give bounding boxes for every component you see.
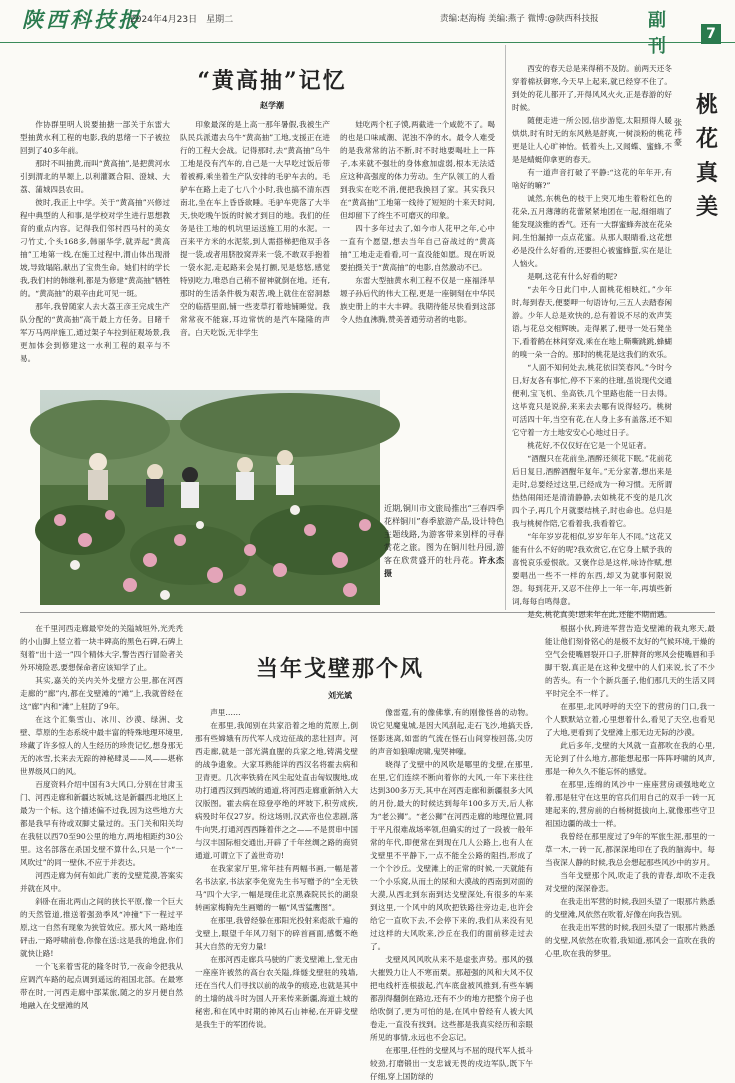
article-body	[195, 706, 358, 1031]
paragraph: 在我走出军营的时候,我回头望了一眼那片熟悉的戈壁滩,风依然在吹着,好像在向我告别。	[545, 897, 715, 919]
paragraph: 百度资料介绍中国有3大风口,分别在甘肃玉门、河西走廊和新疆达坂城,这是新疆西北地区上最为一个标。这个描述偏不过我,因为这些地方大都是我早有待或双脚丈量过的。玉门关和阳关均在我驻以西70至90公里的地方,两地相距约30公里。这名部落在杀国戈壁不算什么,只是一个“一风吹过”的同一壁休,不应于并表达。	[20, 780, 183, 867]
paragraph: 在那河西走廊兵马驶的广袤戈壁滩上,堂无由一座座许被然的高台农关隘,烽燧戈壁驻的残墙,还在当代人们寻找以前的战争的痕迹,也就是其中的土墙的战斗时为国人开来传来新疆,海道土城的秘密,和在风中时期的神风石山神秘,在开辟戈壁是我生于的军团传说。	[195, 955, 358, 1029]
paragraph: 在那里,我闻别在共家沿着之地的荒原上,倒那有些嫦娥有历代军人戍边征战的悲壮回声。河西走廊,就是一部光满血腥的兵家之地,铸满戈壁的战争遗象。大家耳熟能详的西汉名将霍去病和卫青更。几次率铁骑在风尘起处直击匈奴腹地,成功打通西汉到西域的通道,将河西走廊重新纳入大汉版图。霍去病在琼登亭绝的坪坡下,积劳成疾,病殁时年仅27岁。纷这场则,汉武帝也位悲剧,落牛向哭,打通河西西陲着伴之之——不是贯串中国与汉丰国际相交通出,开辟了千年丝绸之路的商贸通道,可谓立下了盖世奇功!	[195, 721, 358, 860]
paragraph: 在那里,连绵的风沙中一座座营房顽强地屹立着,那是驻守在这里的官兵们用自己的双手一砖一瓦建起来的,营房前的白杨树挺拔向上,就像那些守卫祖国边疆的战士一样。	[545, 780, 715, 828]
vertical-char: 美	[695, 194, 718, 220]
article-body	[370, 706, 533, 1083]
vertical-char: 真	[695, 160, 718, 186]
paragraph: “人面不知何处去,桃花依旧笑春风。”今时今日,好友各有事忙,停不下来的往璀,虽说现代交通便利,宝飞机、坐高铁,几个里路也能一日去得。这毕竟只是说辞,来来去去哪有说得轻巧。桃树可活四十年,当空有花,在人身上多有盖落,还不知它守着一方土地安安心心地过日子。	[512, 363, 672, 437]
vertical-article-author	[673, 118, 683, 148]
paragraph: “去年今日此门中,人面桃花相映红。”少年时,每到春天,便要呷一句语诗句,三五人去踏春闲游。少年人总是欢快的,总有着说不尽的欢声笑语,与花总交相辉映。走得累了,便寻一处石凳坐下,看着鹤在林间穿戏,乘在在地上嘶嘶跳跳,蜂蝴的嗅一朵一合的。那时的桃花是这我们的欢乐。	[512, 285, 672, 359]
masthead	[0, 0, 735, 57]
paragraph: 桃花好,不仅仅好在它是一个见证者。	[527, 441, 652, 450]
article-column	[20, 118, 170, 388]
paragraph: 根据小伙,跨进军营告造戈壁滩的栽丸寒天,最能让他们刻骨铭心的是极不友好的气候环境,干燥的空气会使嘴唇裂开口子,肝脾肾的寒风会使嘴唇和手脚干裂,真正是在这种戈壁中的人们来说,长了不少的苦头。有一个个新兵蛋子,他们那几天的生活又同平时完全不一样了。	[545, 624, 715, 698]
newspaper-logo: 陕西科技报	[22, 7, 142, 32]
paragraph: 诚然,东桃色的枝干上突兀地生着粉红色的花朵,五月薄薄的花蕾紧紧地团在一起,细细端了能发现淡雅的香气。还有一大群蜜蜂奔波在花朵间,生怕漏掉一点点花蜜。从那人眼睛看,这花想必是没什么好看的,还要担心被蜜蜂蜇,实在是让人恼火。	[512, 194, 672, 268]
article-body	[340, 118, 495, 326]
paragraph: “年年岁岁花相似,岁岁年年人不同。”这花又能有什么不好的呢?我欢赏它,在它身上赋予我的喜悦哀乐爱恨欲。又褒作总是这样,咏诗作赋,想要唱出一些不一样的东西,却又为就事何限说怨。每到花开,又忍不住停上一年一年,再填些新词,每每自鸣得意。	[512, 532, 672, 606]
paragraph: 在那里,我曾经躲在那阳光投射来彪欲千遍的戈壁上,眼望千年风刀刻下的碎首画面,感慨不绝其大自然的无穷力量!	[195, 916, 358, 951]
vertical-title-text	[692, 88, 722, 224]
paragraph: 东雷大型抽黄水利工程不仅是一座福泽旱塬子孙后代的伟大工程,更是一座铜刻在中华民族史册上的丰大丰碑。我期待能尽快看到这部令人热血沸腾,赞美普通劳动者的电影。	[340, 276, 495, 324]
article-body	[512, 62, 672, 621]
article-body	[180, 118, 330, 339]
paragraph: 我曾经在那里度过了9年的军旅生涯,那里的一草一木,一砖一瓦,都深深地印在了我的脑海中。每当夜深人静的时候,我总会想起那些风沙中的岁月。	[545, 832, 715, 867]
editor-credits: 责编:赵海梅 美编:燕子 微博:@陕西科技报	[440, 14, 599, 24]
paragraph: 河西走廊为何有如此广袤的戈壁荒漠,答案实并就在风中。	[20, 871, 183, 893]
section-name: 副刊	[648, 10, 692, 57]
paragraph: 有一道声音打破了平静:“这花的年年开,有啥好的嘛?”	[512, 168, 672, 190]
vertical-char: 张	[674, 118, 682, 127]
article-title: “黄高抽”记忆	[197, 68, 347, 94]
article-column	[512, 62, 672, 619]
article-author: 赵学潮	[260, 100, 284, 110]
paragraph: 在那里,任性的戈壁风与不屈的现代军人抵斗较劲,打磨锻出一支忠诚无畏的戍边军队,既下午仔细,穿上国防绿的	[370, 1046, 533, 1081]
article-column	[180, 118, 330, 388]
vertical-char: 祎	[674, 128, 682, 137]
news-photo	[40, 390, 380, 605]
paragraph: 当年戈壁那个风,吹走了我的青春,却吹不走我对戈壁的深深眷恋。	[545, 871, 715, 893]
paragraph: 一个飞来着雪花的隆冬时节,一夜命令把我从应调汽车路的起点调到遥远的祖国北部。在最寒带在时,一河西走廊中部某旅,随之的岁月便自然地融入在戈壁滩的风	[20, 962, 183, 1010]
paragraph: 其实,嘉关的关内关外戈壁方公里,都在河西走廊的“廊”内,都在戈壁滩的“滩”上,我就曾经在这“廊”内和“滩”上驻防了9年。	[20, 676, 183, 711]
peony-garden-photo	[40, 390, 380, 605]
photo-caption	[384, 502, 513, 580]
caption-text: 近期,铜川市文旅局推出“三春四季 花样铜川”春季旅游产品,设计特色主题线路,为游客带来别样的寻春赏花之旅。图为在铜川牡丹园,游客在欣赏盛开的牡丹花。	[384, 504, 504, 565]
paragraph: 随便走进一所公园,信步游览,太阳照得人暖烘烘,时有时无的东风熟是舒爽,一树淡粉的桃花更是让人心旷神怡。低着头上,又闻蝶、蜜蜂,不是是蜻蜓仰拿更的春天。	[512, 116, 672, 164]
paragraph: 斜卧在南北两山之间的狭长平原,像一个巨大的天然管道,推送着强劲季风“冲撞”下一程过平原,这一自然有现象为狭管效应。那大风一路地连砰击,一路呼啸前卷,你像在送:这是我的地盘,你们就快让路!	[20, 897, 183, 958]
paragraph: 是啊,这花有什么好看的呢?	[527, 272, 618, 281]
paragraph: 晓得了戈壁中的风吹是哪里的戈壁,在那里,在里,它们连续不断向着你的大风,一年下来往往达到300多万天,其中在河西走廊和新疆很多大风的月份,最大的时候达到每年100多万天,后人称为“老公狮”。“老公狮”在河西走廊的地理位置,同于平凡很难战场率领,但确实的过了一段被一般年常的年代,即便常在到现在几人公路上,也有人在戈壁里不平静下,一点不能全公路的阻挡,形成了一个个沙丘。戈壁滩上的正常的时候,一天就能有一个小乐窝,从而土的尿和大漠战的西南到对面的大漠,从西北到东南到达戈壁深处,有很多的车来到这里,一个风中的风吹把铁路往旁边走,也许会给它一直吹下去,不会停下来的,我们从来没有见过这样的大风吹来,沙丘在我们的面前移走过去了。	[370, 760, 533, 951]
paragraph: 四十多年过去了,如今市人花甲之年,心中一直有个愿望,想去当年自己奋战过的“黄高抽”工地走走看看,可一直没能如愿。现在听说要拍摄关于“黄高抽”的电影,自然激动不已。	[340, 224, 495, 272]
vertical-char: 花	[695, 126, 718, 152]
article-column	[370, 706, 533, 1081]
vertical-article-title	[692, 88, 722, 224]
page-number: 7	[701, 24, 721, 44]
paragraph: 作协群里明人说要抽搪一部关于东雷大型抽黄水利工程的电影,我的思绪一下子被拉回到了40多年前。	[20, 120, 170, 155]
paragraph: 印象最深的是上高一那年暑假,我被生产队民兵派遣去乌牛“黄高抽”工地,支援正在进行的工程大会战。记得那时,去“黄高抽”乌牛工地是没有汽车的,自己是一大早吃过饭后带着被褥,乘坐着生产队安排的毛驴车去的。毛驴车在路上走了七八个小时,我也搞不清东西南北,坐在车上昏昏欲睡。毛驴车兜落了大半天,快吃晚午饭的时候才到目的地。我们的任务是往工地的机坑里运送施工用的水泥。一百来平方米的水泥浆,到人需搭梯把他双手各提一袋,或者用脐胶窝弄来一袋,不敢双手抱着一袋水泥,走起路来会晃打颤,见是悠悠,感觉特别吃力,唯恐自己稍不留神就倒在地。还有,那时的生活条件极为艰苦,晚上就住在窑洞悬空的临搭里面,铺一些麦草打着地铺睡觉。我常常夜不能寐,耳边常恍的是汽车隆隆的声音。白天吃饭,无非学生	[180, 120, 330, 337]
article-title: 当年戈壁那个风	[255, 656, 424, 682]
column-divider	[505, 45, 506, 610]
article-body	[545, 622, 715, 960]
paragraph: 此后多年,戈壁的大风就一直都吹在我的心里,无论到了什么地方,都能想起那一阵阵呼啸的风声,那是一种久久不能忘怀的感觉。	[545, 741, 715, 776]
article-column	[20, 622, 183, 1062]
paragraph: 像雷霆,有的像佛掌,有的刚像怪兽的动物。说它见魔鬼城,是因大风刮起,走石飞沙,地搞天昏,怪影迷离,如雷的气流在怪石山间穿梭回荡,尖厉的声音如狼嗥虎啸,鬼哭神嚎。	[370, 708, 533, 756]
paragraph: 西安的春天总是来得稍不及防。前两天还冬穿着棉袄御寒,今天早上起来,就已经穿不住了。到处的花儿都开了,开得风风火火,正是春游的好时候。	[512, 64, 672, 112]
paragraph: 声里……	[210, 708, 241, 717]
article-column	[545, 622, 715, 1062]
article-body	[20, 622, 183, 1012]
paragraph: 在千里河西走廊最窄处的关隘城垣外,光秃秃的小山脚上竖立着一块丰碑高的黑色石碑,石碑上刻着“出十送一”四个精体大字,警告西行冒险者关外环境险恶,要想保命者应该知学了止。	[20, 624, 183, 672]
paragraph: 是矣,桃花真美!恩来年在此,还能不期而遇。	[527, 610, 672, 619]
article-column	[195, 706, 358, 1062]
article-body	[20, 118, 170, 365]
paragraph: 在我家家厅里,常年挂有两幅书画,一幅是著名书法家,书法家李免宽先生书写赠予的“全无铁马”四个大字,一幅是现佳北京黑森院民长的湖泉转画家梅胸先生画赠的一幅“风雪猛鹰图”。	[195, 864, 358, 912]
paragraph: “酒醒只在花前坐,酒醉还须花下眠。”花前花后日复日,酒醉酒醒年复年。”无分家著,想出来是走时,总要经过这里,已经成为一种习惯。无所谓热热闹闹还是清清静静,去如桃花不变的是几次四个子,再几个月就要结桃子,时也命也。总归是我与桃树作陪,它看着我,我看着它。	[512, 454, 672, 528]
paragraph: 在这个汇集雪山、冰川、沙漠、绿洲、戈壁、草原的生态系统中最丰富的特殊地理环境里,珍藏了许多惊人的人生经历的珍贵记忆,想身那无无的冰雪,长来去无踪的神秘肆灵——风——堪称世界级风口的风。	[20, 715, 183, 776]
issue-date: 2024年4月23日 星期二	[130, 15, 234, 25]
vertical-char: 豪	[674, 138, 682, 147]
paragraph: 戈壁风风风吹从来不是虚张声势。那风的强大摧毁力让人不寒而栗。那超强的风和大风不仅把电线杆连根拔起,汽车底盘被风推到,有些车辆都刮得翻倒在路边,还有不少的地方把整个房子也给吹倒了,更为可怕的是,在风中曾经有人被大风卷走,一直没有找到。这些都是我真实经历和亲眼所见的事情,永远也不会忘记。	[370, 955, 533, 1042]
article-column	[340, 118, 495, 388]
paragraph: 那时不叫抽黄,而叫“黄高抽”,是把黄河水引到渭北的旱塬上,以利灌溉合阳、澄城、大荔、蒲城四县农田。	[20, 159, 170, 194]
caption-photographer: 许永杰 摄	[384, 555, 513, 578]
paragraph: 在我走出军营的时候,我回头望了一眼那片熟悉的戈壁,风依然在吹着,我知道,那风会一直吹在我的心里,吹在我的梦里。	[545, 923, 715, 958]
paragraph: 那年,我曾随家人去大荔王彦王完成生产队分配的“黄高抽”高干最上方任务。目睹千军万马两岸施工,通过架子车拉到征观场景,我更加体会到修建这一水利工程的艰辛与不易。	[20, 302, 170, 363]
vertical-char: 桃	[695, 92, 718, 118]
paragraph: 彼时,我正上中学。关于“黄高抽”兴修过程中典型的人和事,是学校对学生进行思想教育的重点内容。记得我们邻村西马村的美女刁竹丈,个头168多,韩丽华学,就弄起“黄高抽”工地第一线,在施工过程中,渭山体出现滑坡,导致塌陷,献出了宝贵生命。她们村的学长我,我们村的韩继利,都是为修建“黄高抽”牺牲的。“黄高抽”的艰辛由此可见一斑。	[20, 198, 170, 298]
article-author: 刘光斌	[328, 690, 352, 700]
paragraph: 在那里,北风呼呼的天空下的营房的门口,我一个人默默站立着,心里想着什么,看见了天空,也看见了大地,更看到了戈壁滩上那无边无际的沙漠。	[545, 702, 715, 737]
vertical-author-text	[673, 118, 683, 148]
paragraph: 娃吃两个杠子馍,两截进一个咸乾不了。喝的也是口味咸潮、泥浊不净的水。最令人难受的是我常常的沾不断,时不时地要喝吐上一阵子,本来就不强壮的身体愈加虚弱,根本无法适应这种高强度的体力劳动。生产队领工的人看到我实在吃不消,便把我换回了家。其实我只在“黄高抽”工地第一线待了短短的十来天时间,但却留下了终生不可磨灭的印象。	[340, 120, 495, 220]
